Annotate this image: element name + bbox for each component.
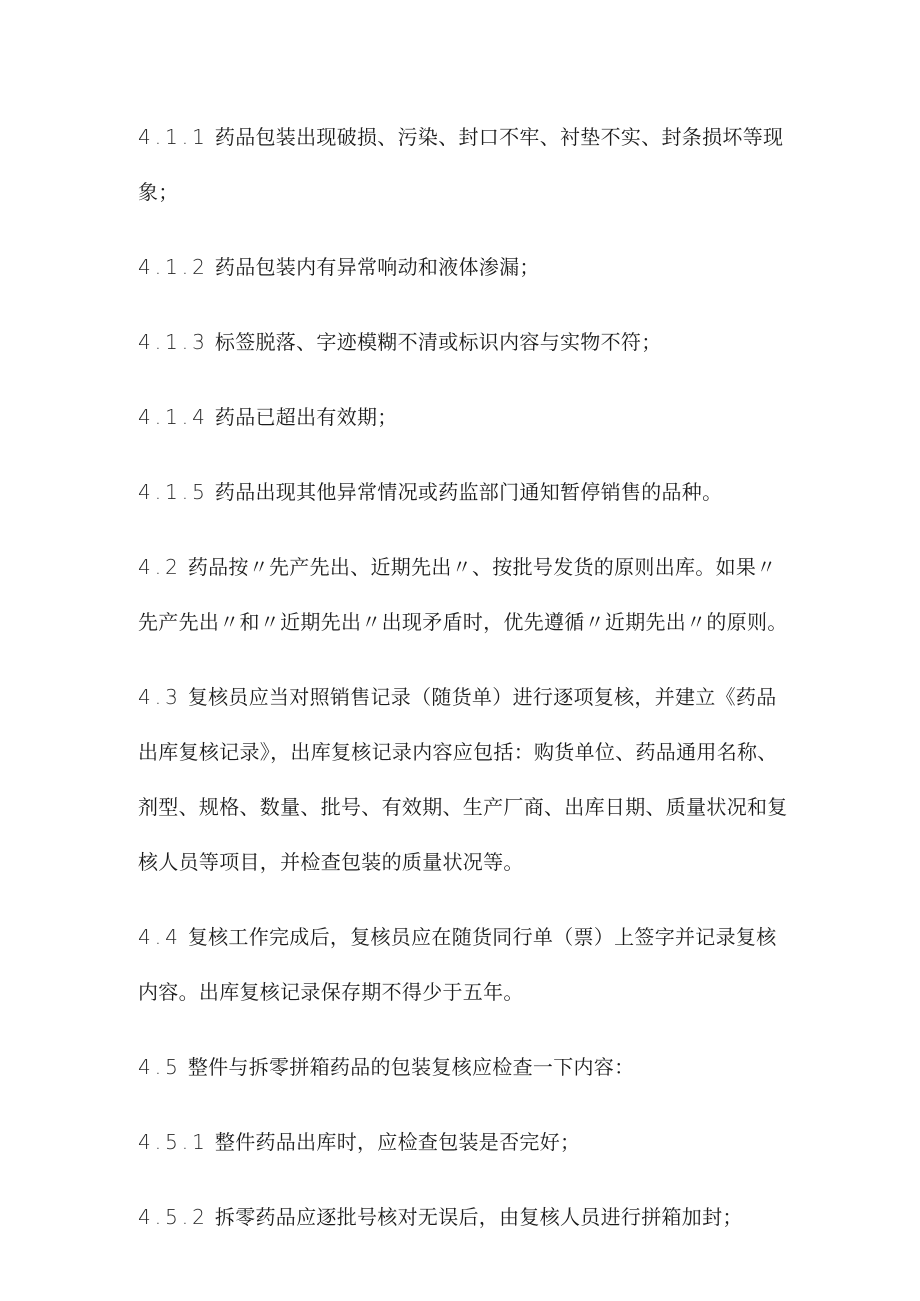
paragraph-4-1-4	[138, 390, 788, 445]
clause-text: 标签脱落、字迹模糊不清或标识内容与实物不符；	[214, 330, 662, 354]
clause-text: 复核员应当对照销售记录（随货单）进行逐项复核，并建立《药品出库复核记录》，出库复核记录内容应包括：购货单位、药品通用名称、剂型、规格、数量、批号、有效期、生产厂商、出库日期、质量状况和复核人员等项目，并检查包装的质量状况等。	[138, 685, 788, 874]
clause-text: 药品包装出现破损、污染、封口不牢、衬垫不实、封条损坏等现象；	[138, 125, 784, 204]
paragraph-4-2	[138, 540, 788, 650]
clause-number: 4.1.5	[138, 480, 209, 504]
paragraph-4-5-1	[138, 1115, 788, 1170]
paragraph-4-1-5	[138, 465, 788, 520]
paragraph-4-1-2	[138, 240, 788, 295]
clause-number: 4.1.2	[138, 255, 209, 279]
paragraph-4-5	[138, 1040, 788, 1095]
clause-number: 4.5.1	[138, 1130, 209, 1154]
clause-text: 复核工作完成后，复核员应在随货同行单（票）上签字并记录复核内容。出库复核记录保存期不得少于五年。	[138, 925, 777, 1004]
paragraph-4-3	[138, 670, 788, 890]
paragraph-4-4	[138, 910, 788, 1020]
clause-number: 4.4	[138, 925, 182, 949]
document-body	[138, 110, 788, 1265]
clause-text: 整件与拆零拼箱药品的包装复核应检查一下内容：	[187, 1055, 635, 1079]
clause-number: 4.5	[138, 1055, 182, 1079]
clause-text: 药品按〃先产先出、近期先出〃、按批号发货的原则出库。如果〃先产先出〃和〃近期先出〃出现矛盾时，优先遵循〃近期先出〃的原则。	[138, 555, 788, 634]
clause-text: 药品出现其他异常情况或药监部门通知暂停销售的品种。	[214, 480, 723, 504]
clause-number: 4.3	[138, 685, 182, 709]
clause-text: 药品包装内有异常响动和液体渗漏；	[214, 255, 540, 279]
clause-number: 4.1.3	[138, 330, 209, 354]
clause-text: 拆零药品应逐批号核对无误后，由复核人员进行拼箱加封；	[214, 1205, 743, 1229]
paragraph-4-1-1	[138, 110, 788, 220]
clause-text: 整件药品出库时，应检查包装是否完好；	[214, 1130, 581, 1154]
paragraph-4-1-3	[138, 315, 788, 370]
paragraph-4-5-2	[138, 1190, 788, 1245]
clause-text: 药品已超出有效期；	[214, 405, 398, 429]
clause-number: 4.1.4	[138, 405, 209, 429]
clause-number: 4.2	[138, 555, 182, 579]
clause-number: 4.5.2	[138, 1205, 209, 1229]
clause-number: 4.1.1	[138, 125, 209, 149]
